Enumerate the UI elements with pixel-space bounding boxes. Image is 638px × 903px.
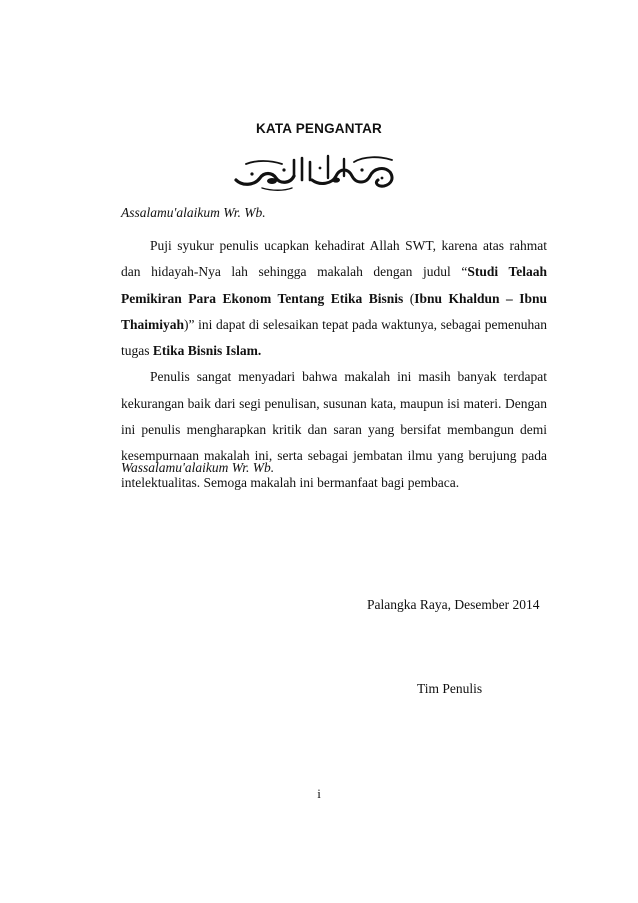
- paragraph-1-text: Puji syukur penulis ucapkan kehadirat Allah SWT, karena atas rahmat dan hidayah-Nya lah sehingga makalah dengan judul “: [121, 238, 547, 280]
- page-number: i: [317, 786, 321, 801]
- page-title: KATA PENGANTAR: [255, 121, 383, 136]
- paragraph-2: Penulis sangat menyadari bahwa makalah ini masih banyak terdapat kekurangan baik dari segi penulisan, susunan kata, maupun isi materi. Dengan ini penulis mengharapkan kritik dan saran yang bersifat membangun demi kesempurnaan makalah ini, serta sebagai jembatan ilmu yang berujung pada intelektualitas. Semoga makalah ini bermanfaat bagi pembaca.: [121, 369, 547, 490]
- body-text: [121, 233, 547, 496]
- place-date: Palangka Raya, Desember 2014: [367, 597, 540, 612]
- paragraph-1-text: )” ini dapat di selesaikan tepat pada waktunya, sebagai pemenuhan tugas: [121, 316, 547, 359]
- opening-greeting: Assalamu'alaikum Wr. Wb.: [121, 205, 266, 220]
- course-name: Etika Bisnis Islam.: [152, 343, 262, 359]
- basmalah-calligraphy-icon: [232, 150, 402, 192]
- economist-names: Ibnu Khaldun – Ibnu Thaimiyah: [121, 290, 547, 332]
- paragraph-1: [121, 233, 547, 364]
- paper-title: Studi Telaah Pemikiran Para Ekonom Tentang Etika Bisnis: [121, 264, 548, 306]
- paragraph-1-text: (: [403, 290, 415, 306]
- closing-greeting: Wassalamu'alaikum Wr. Wb.: [121, 460, 275, 475]
- author-signature: Tim Penulis: [417, 681, 483, 696]
